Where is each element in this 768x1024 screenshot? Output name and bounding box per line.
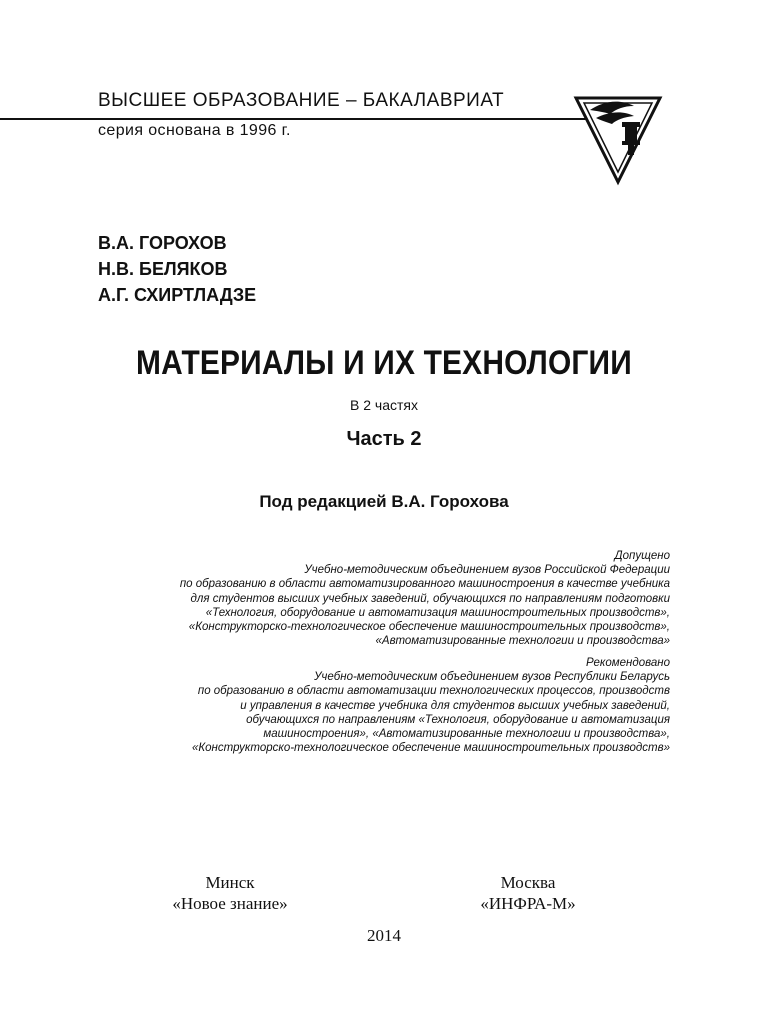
- approval-line: «Технология, оборудование и автоматизация машиностроительных производств»,: [205, 606, 670, 619]
- author-name: А.Г. СХИРТЛАДЗЕ: [98, 285, 257, 305]
- approval-line: «Конструкторско-технологическое обеспечение машиностроительных производств»: [191, 742, 670, 755]
- approval-line: «Конструкторско-технологическое обеспечение машиностроительных производств»,: [188, 621, 670, 634]
- publisher-moscow: [428, 872, 628, 914]
- author-name: В.А. ГОРОХОВ: [98, 233, 227, 253]
- book-title: МАТЕРИАЛЫ И ИХ ТЕХНОЛОГИИ: [136, 344, 632, 382]
- approval-line: по образованию в области автоматизации технологических процессов, производств: [197, 685, 670, 698]
- author-name: Н.В. БЕЛЯКОВ: [98, 259, 228, 279]
- publisher-name: «Новое знание»: [172, 894, 288, 913]
- torch-triangle-logo-icon: [568, 76, 668, 186]
- approval-line: Учебно-методическим объединением вузов Республики Беларусь: [314, 671, 670, 684]
- approval-line: обучающихся по направлениям «Технология, оборудование и автоматизация: [246, 713, 670, 726]
- publisher-minsk: [130, 872, 330, 914]
- series-divider: [0, 118, 598, 120]
- approval-line: Допущено: [614, 550, 670, 562]
- publisher-city: Москва: [500, 873, 556, 892]
- approval-block-russia: [70, 549, 670, 648]
- series-subtitle: серия основана в 1996 г.: [98, 122, 291, 139]
- approval-line: для студентов высших учебных заведений, обучающихся по направлениям подготовки: [190, 592, 670, 605]
- approval-line: машиностроения», «Автоматизированные технологии и производства»,: [263, 728, 670, 741]
- authors-list: [98, 230, 256, 308]
- series-title: ВЫСШЕЕ ОБРАЗОВАНИЕ – БАКАЛАВРИАТ: [98, 90, 505, 111]
- approval-line: по образованию в области автоматизированного машиностроения в качестве учебника: [179, 578, 670, 591]
- part-label: Часть 2: [346, 428, 422, 450]
- approval-block-belarus: [70, 656, 670, 755]
- publisher-city: Минск: [205, 873, 255, 892]
- parts-note: В 2 частях: [350, 397, 418, 413]
- publisher-name: «ИНФРА-М»: [480, 894, 576, 913]
- approval-line: «Автоматизированные технологии и производства»: [375, 635, 670, 648]
- approval-line: Учебно-методическим объединением вузов Российской Федерации: [304, 564, 670, 577]
- publication-year: 2014: [367, 926, 401, 945]
- approval-line: и управления в качестве учебника для студентов высших учебных заведений,: [240, 699, 670, 712]
- approval-line: Рекомендовано: [586, 657, 670, 669]
- editor-credit: Под редакцией В.А. Горохова: [259, 492, 509, 511]
